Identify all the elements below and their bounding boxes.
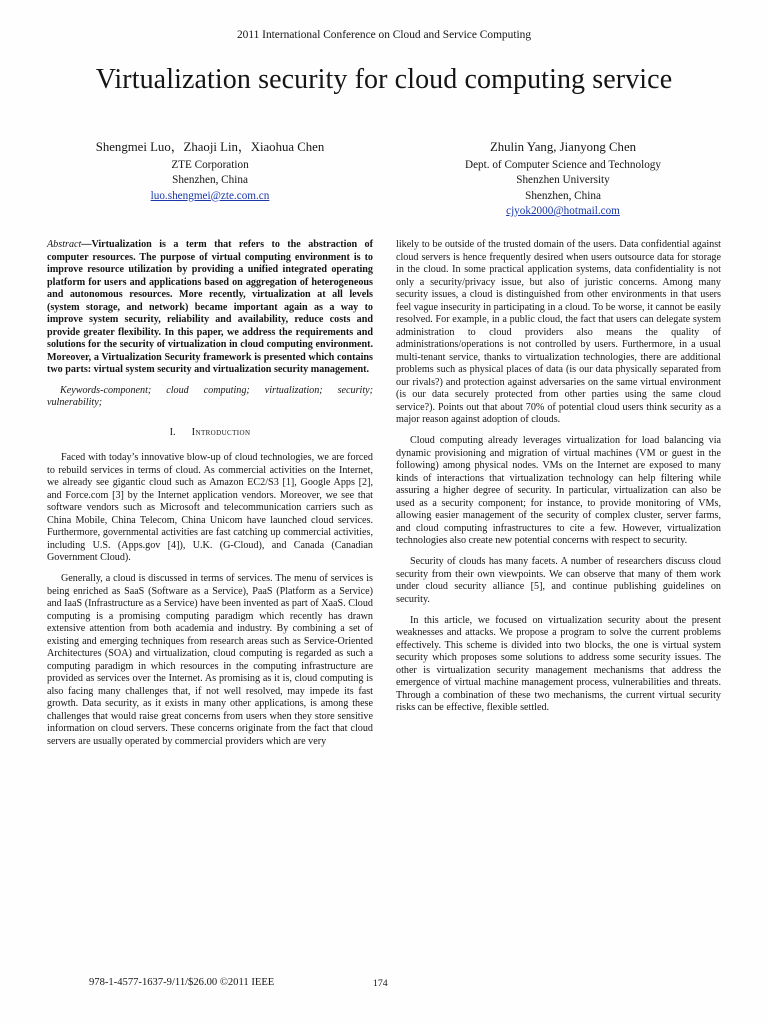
author-block-left	[48, 140, 372, 204]
author-location: Shenzhen, China	[525, 189, 601, 202]
section-heading	[47, 427, 373, 440]
abstract-label: Abstract	[47, 239, 82, 250]
author-names: Zhulin Yang, Jianyong Chen	[489, 140, 637, 154]
author-affiliation: ZTE Corporation	[171, 158, 249, 171]
paragraph: In this article, we focused on virtualization security about the present weaknesses and attacks. We propose a program to solve the current problems effectively. This scheme is divided into two blocks, the one is virtual system security which proposes some solutions to address some security issues. The other is virtualization security management mechanisms that address the emergence of virtual machine management process, vulnerabilities and threats. Through a combination of these two mechanisms, the current virtual security risks can be effective, flexible settled.	[396, 614, 721, 713]
keywords: Keywords-component; cloud computing; virtualization; security; vulnerability;	[47, 384, 373, 408]
paragraph: Cloud computing already leverages virtualization for load balancing via dynamic provisioning and migration of virtual machines (VM or guest in the following) among physical nodes. VMs on the Internet are exposed to many kinds of interactions that virtualization technology can help filtering while assuring a higher degree of security. In particular, virtualization can also be used as a security component; for instance, to provide monitoring of VMs, allowing easier management of the security of complex cluster, server farms, and cloud computing infrastructures to cite a few. However, virtualization technologies also create new potential concerns with respect to security.	[396, 435, 721, 546]
left-column	[47, 239, 373, 757]
author-names: Shengmei Luo，Zhaoji Lin，Xiaohua Chen	[95, 140, 325, 154]
author-department: Dept. of Computer Science and Technology	[465, 158, 661, 171]
abstract	[47, 239, 373, 377]
author-location: Shenzhen, China	[172, 174, 248, 186]
paragraph: Faced with today’s innovative blow-up of cloud technologies, we are forced to rebuild services in terms of cloud. As commercial activities on the Internet, we already see gigantic cloud such as Amazon EC2/S3 [1], Google Apps [2], and Force.com [3] by the Internet application vendors. Moreover, we see that software vendors such as Microsoft and telecommunication carriers such as China Mobile, China Telecom, China Unicom have launched cloud services. Furthermore, governmental activities are fast catching up commercial activities, including U.S. (Apps.gov [4]), U.K. (G-Cloud), and Canada (Canadian Government Cloud).	[47, 452, 373, 563]
page-number: 174	[373, 978, 388, 989]
right-column	[396, 239, 721, 723]
paragraph: likely to be outside of the trusted domain of the users. Data confidential against cloud servers is hence frequently desired when users outsource data for storage in the cloud. In some practical application systems, data confidentiality is not only a security/privacy issue, but also of juristic concerns. Among many security issues, a cloud is distinguished from other environments in that users feel vague insecurity in participating in a cloud. To be worse, it cannot be easily resolved. For example, in a public cloud, the fact that users can delegate system administration to cloud providers also means the quality of administrations/operations is not controlled by users. Furthermore, in a usual multi-tenant service, thanks to virtualization technologies, there are additional problems such as physical places of data (is our data physically separated from our rivals?) and protection against adversaries on the same virtual environment (is our data securely protected from other parties using the same cloud service?). Points out that about 70% of potential cloud users think security as a major reason against adoption of clouds.	[396, 239, 721, 425]
author-email-link[interactable]: luo.shengmei@zte.com.cn	[150, 189, 270, 202]
paragraph: Generally, a cloud is discussed in terms of services. The menu of services is being enriched as SaaS (Software as a Service), PaaS (Platform as a Service) and IaaS (Infrastructure as a Service) have been invented as part of XaaS. Cloud computing is a promising computing paradigm which recently has drawn extensive attention from both academia and industry. By combining a set of existing and emerging techniques from research areas such as Service-Oriented Architectures (SOA) and virtualization, cloud computing is regarded as such a computing paradigm in which resources in the computing infrastructure are provided as services over the Internet. As promising as it is, cloud computing is also facing many challenges that, if not well resolved, may impede its fast growth. Data security, as it exists in many other applications, is among these challenges that would raise great concerns from users when they store sensitive information on cloud servers. These concerns originate from the fact that cloud servers are usually operated by commercial providers which are very	[47, 573, 373, 747]
author-block-right	[380, 140, 746, 220]
paper-title: Virtualization security for cloud computing service	[95, 64, 673, 95]
section-title: Introduction	[191, 426, 251, 438]
footer-isbn: 978-1-4577-1637-9/11/$26.00 ©2011 IEEE	[89, 977, 275, 988]
paragraph: Security of clouds has many facets. A number of researchers discuss cloud security from their own viewpoints. We can observe that many of them work under cloud security alliance [5], and continue publishing guidelines on security.	[396, 556, 721, 605]
author-university: Shenzhen University	[516, 174, 610, 186]
author-email-link[interactable]: cjyok2000@hotmail.com	[506, 205, 620, 217]
conference-header: 2011 International Conference on Cloud and Service Computing	[236, 29, 532, 41]
abstract-text: —Virtualization is a term that refers to the abstraction of computer resources. The purpose of virtual computing environment is to improve resource utilization by providing a unified integrated operating platform for users and applications based on aggregation of heterogeneous and autonomous resources. More recently, virtualization at all levels (system storage, and network) became important again as a way to improve system security, reliability and availability, reduce costs and provide greater flexibility. In this paper, we address the requirements and solutions for the security of virtualization in cloud computing environment. Moreover, a Virtualization Security framework is presented which contains two parts: virtual system security and virtualization security management.	[47, 239, 373, 375]
section-number: I.	[169, 426, 176, 438]
